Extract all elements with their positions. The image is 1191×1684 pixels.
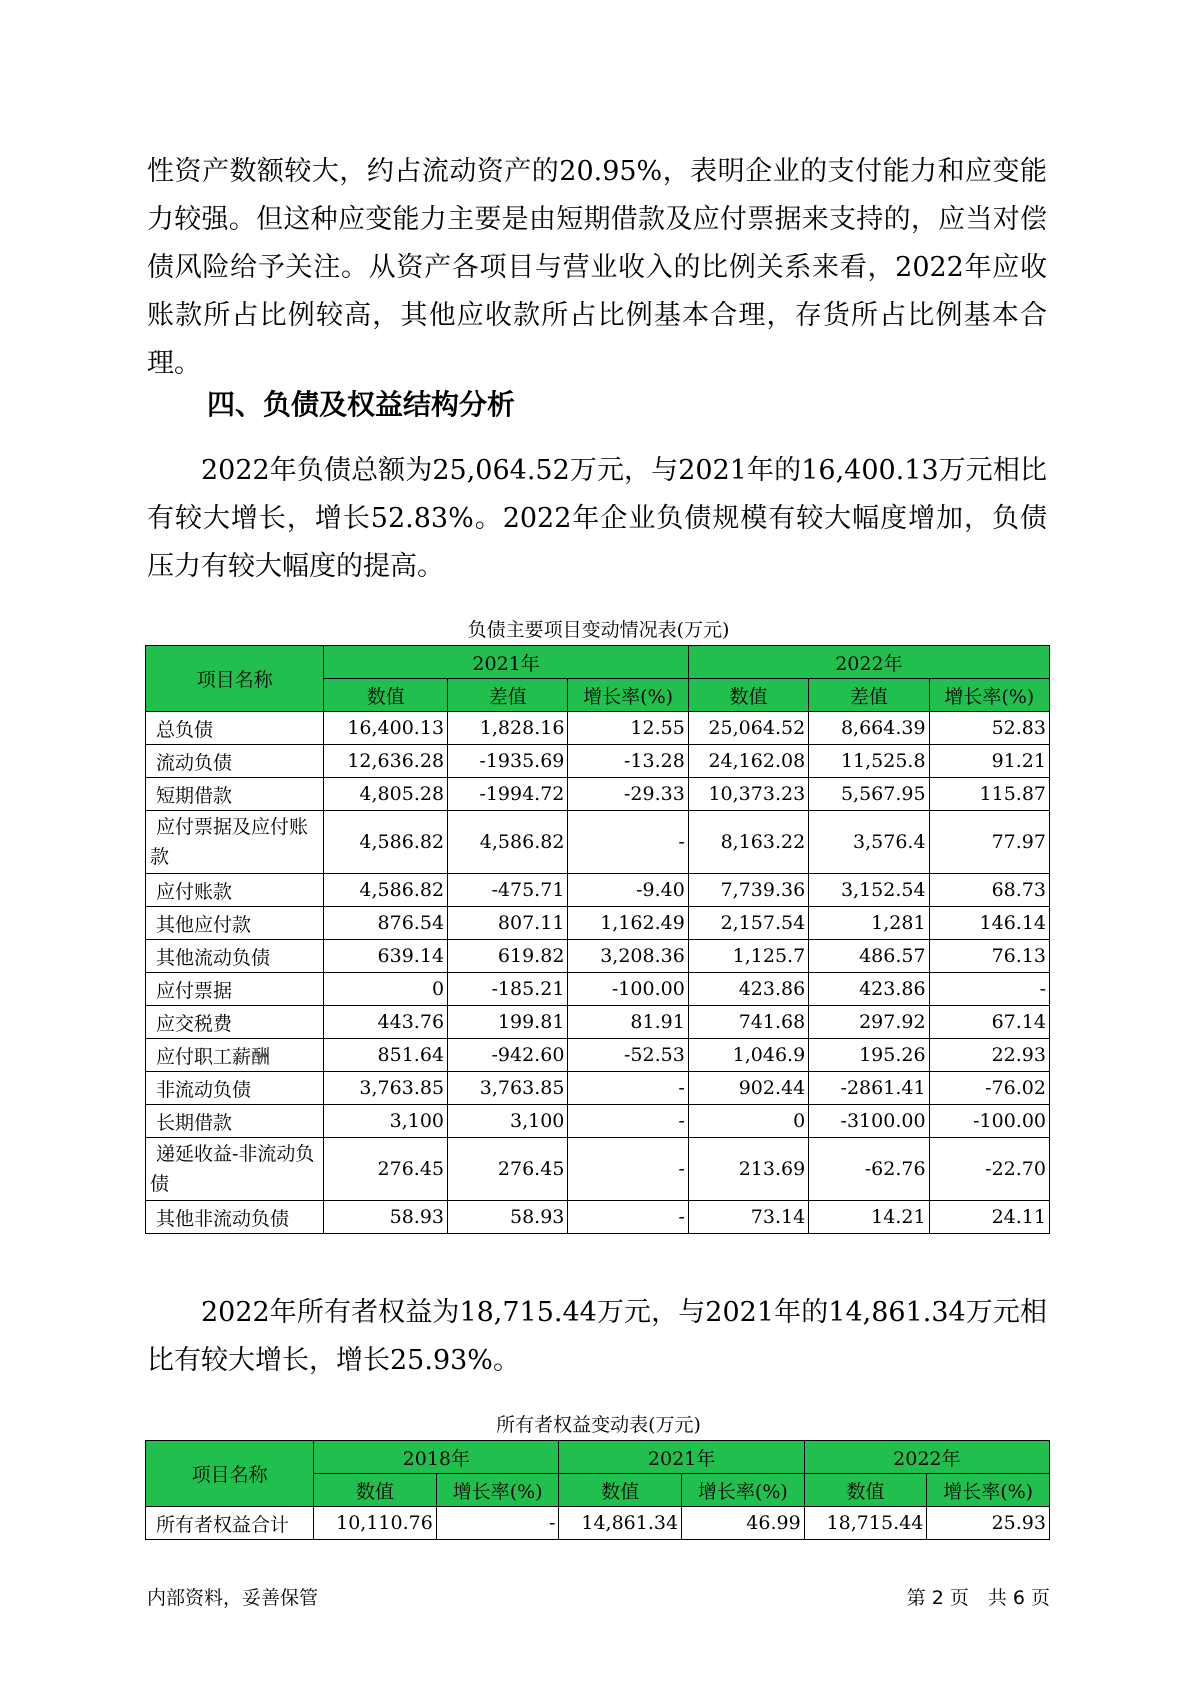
cell-rate-2022: 24.11 (929, 1201, 1049, 1234)
cell-diff-2021: 3,763.85 (448, 1072, 568, 1105)
cell-value-2021: 58.93 (324, 1201, 448, 1234)
year-header-2021: 2021年 (324, 646, 688, 679)
cell-value-2022: 24,162.08 (688, 745, 808, 778)
cell-rate-2022: 25.93 (927, 1507, 1050, 1540)
cell-rate-2022: 52.83 (929, 712, 1049, 745)
cell-rate-2022: 146.14 (929, 907, 1049, 940)
cell-diff-2021: -475.71 (448, 874, 568, 907)
cell-value-2022: 0 (688, 1105, 808, 1138)
rate-header: 增长率(%) (929, 679, 1049, 712)
cell-diff-2022: 5,567.95 (809, 778, 929, 811)
cell-value-2021: 4,805.28 (324, 778, 448, 811)
cell-diff-2022: 195.26 (809, 1039, 929, 1072)
cell-diff-2022: 1,281 (809, 907, 929, 940)
cell-diff-2022: 3,576.4 (809, 811, 929, 874)
cell-diff-2022: 297.92 (809, 1006, 929, 1039)
row-label: 应交税费 (146, 1006, 324, 1039)
year-header-2022: 2022年 (688, 646, 1049, 679)
row-label: 其他非流动负债 (146, 1201, 324, 1234)
cell-diff-2021: 199.81 (448, 1006, 568, 1039)
cell-rate-2022: -22.70 (929, 1138, 1049, 1201)
cell-value-2021: 0 (324, 973, 448, 1006)
table-row (146, 973, 1050, 1006)
cell-diff-2022: 14.21 (809, 1201, 929, 1234)
cell-rate-2022: 76.13 (929, 940, 1049, 973)
cell-rate-2021: 3,208.36 (568, 940, 688, 973)
cell-diff-2022: -2861.41 (809, 1072, 929, 1105)
cell-value-2022: 18,715.44 (804, 1507, 927, 1540)
cell-value-2021: 12,636.28 (324, 745, 448, 778)
cell-rate-2022: 68.73 (929, 874, 1049, 907)
cell-value-2021: 3,100 (324, 1105, 448, 1138)
cell-rate-2021: -100.00 (568, 973, 688, 1006)
cell-diff-2022: 8,664.39 (809, 712, 929, 745)
table-row (146, 940, 1050, 973)
table-row (146, 745, 1050, 778)
cell-rate-2021: 1,162.49 (568, 907, 688, 940)
rate-header: 增长率(%) (682, 1474, 805, 1507)
cell-rate-2022: 115.87 (929, 778, 1049, 811)
row-label: 递延收益-非流动负债 (146, 1138, 324, 1201)
table-row (146, 712, 1050, 745)
row-label: 其他应付款 (146, 907, 324, 940)
cell-rate-2021: -29.33 (568, 778, 688, 811)
cell-diff-2021: 58.93 (448, 1201, 568, 1234)
cell-rate-2022: -76.02 (929, 1072, 1049, 1105)
row-label: 应付票据及应付账款 (146, 811, 324, 874)
paragraph-liabilities-summary: 2022年负债总额为25,064.52万元，与2021年的16,400.13万元相比有较大增长，增长52.83%。2022年企业负债规模有较大幅度增加，负债压力有较大幅度的提高。 (147, 455, 1047, 582)
table-row (146, 1507, 1050, 1540)
row-label: 非流动负债 (146, 1072, 324, 1105)
table-row (146, 1201, 1050, 1234)
cell-rate-2022: 67.14 (929, 1006, 1049, 1039)
cell-value-2022: 7,739.36 (688, 874, 808, 907)
table2-caption: 所有者权益变动表(万元) (496, 1414, 701, 1436)
cell-value-2021: 876.54 (324, 907, 448, 940)
year-header-2021: 2021年 (559, 1441, 804, 1474)
cell-diff-2022: -62.76 (809, 1138, 929, 1201)
table1-caption: 负债主要项目变动情况表(万元) (467, 619, 730, 641)
rate-header: 增长率(%) (436, 1474, 559, 1507)
table-row (146, 874, 1050, 907)
cell-diff-2021: -942.60 (448, 1039, 568, 1072)
cell-rate-2021: -52.53 (568, 1039, 688, 1072)
cell-diff-2021: -185.21 (448, 973, 568, 1006)
cell-value-2018: 10,110.76 (314, 1507, 437, 1540)
cell-value-2022: 25,064.52 (688, 712, 808, 745)
table-row (146, 778, 1050, 811)
cell-diff-2021: -1994.72 (448, 778, 568, 811)
row-label: 应付票据 (146, 973, 324, 1006)
table-row (146, 1006, 1050, 1039)
item-name-header: 项目名称 (146, 646, 324, 712)
year-header-2022: 2022年 (804, 1441, 1049, 1474)
cell-diff-2022: 11,525.8 (809, 745, 929, 778)
cell-value-2022: 10,373.23 (688, 778, 808, 811)
diff-header: 差值 (448, 679, 568, 712)
cell-value-2021: 851.64 (324, 1039, 448, 1072)
cell-value-2022: 213.69 (688, 1138, 808, 1201)
cell-value-2022: 8,163.22 (688, 811, 808, 874)
cell-rate-2021: - (568, 1138, 688, 1201)
cell-rate-2022: 91.21 (929, 745, 1049, 778)
row-label: 应付账款 (146, 874, 324, 907)
cell-rate-2021: - (568, 811, 688, 874)
table-row (146, 1039, 1050, 1072)
footer-confidential-note: 内部资料，妥善保管 (147, 1587, 319, 1609)
row-label: 短期借款 (146, 778, 324, 811)
value-header: 数值 (559, 1474, 682, 1507)
cell-diff-2022: 3,152.54 (809, 874, 929, 907)
rate-header: 增长率(%) (568, 679, 688, 712)
cell-diff-2022: -3100.00 (809, 1105, 929, 1138)
diff-header: 差值 (809, 679, 929, 712)
row-label: 其他流动负债 (146, 940, 324, 973)
cell-rate-2021: - (568, 1072, 688, 1105)
year-header-2018: 2018年 (314, 1441, 559, 1474)
cell-value-2021: 4,586.82 (324, 874, 448, 907)
cell-diff-2021: 276.45 (448, 1138, 568, 1201)
rate-header: 增长率(%) (927, 1474, 1050, 1507)
liabilities-change-table (145, 645, 1050, 1234)
cell-rate-2018: - (436, 1507, 559, 1540)
item-name-header: 项目名称 (146, 1441, 314, 1507)
cell-value-2022: 423.86 (688, 973, 808, 1006)
table-row (146, 811, 1050, 874)
cell-rate-2021: 12.55 (568, 712, 688, 745)
value-header: 数值 (324, 679, 448, 712)
cell-rate-2021: -13.28 (568, 745, 688, 778)
cell-diff-2021: 3,100 (448, 1105, 568, 1138)
row-label: 应付职工薪酬 (146, 1039, 324, 1072)
cell-diff-2021: 807.11 (448, 907, 568, 940)
value-header: 数值 (314, 1474, 437, 1507)
cell-diff-2021: 619.82 (448, 940, 568, 973)
cell-value-2021: 276.45 (324, 1138, 448, 1201)
cell-rate-2022: 77.97 (929, 811, 1049, 874)
cell-rate-2022: 22.93 (929, 1039, 1049, 1072)
section-heading: 四、负债及权益结构分析 (207, 388, 516, 421)
row-label: 总负债 (146, 712, 324, 745)
equity-change-table (145, 1440, 1050, 1540)
cell-rate-2021: 46.99 (682, 1507, 805, 1540)
value-header: 数值 (688, 679, 808, 712)
cell-value-2021: 639.14 (324, 940, 448, 973)
cell-value-2022: 741.68 (688, 1006, 808, 1039)
cell-diff-2022: 486.57 (809, 940, 929, 973)
cell-diff-2021: 4,586.82 (448, 811, 568, 874)
cell-rate-2021: - (568, 1105, 688, 1138)
row-label: 流动负债 (146, 745, 324, 778)
row-label: 长期借款 (146, 1105, 324, 1138)
cell-value-2021: 4,586.82 (324, 811, 448, 874)
cell-rate-2021: -9.40 (568, 874, 688, 907)
footer-page-number: 第 2 页 共 6 页 (906, 1587, 1050, 1609)
cell-value-2022: 1,125.7 (688, 940, 808, 973)
value-header: 数值 (804, 1474, 927, 1507)
cell-diff-2021: 1,828.16 (448, 712, 568, 745)
cell-rate-2021: - (568, 1201, 688, 1234)
table-row (146, 1105, 1050, 1138)
row-label: 所有者权益合计 (146, 1507, 314, 1540)
cell-diff-2022: 423.86 (809, 973, 929, 1006)
cell-value-2021: 443.76 (324, 1006, 448, 1039)
cell-value-2022: 73.14 (688, 1201, 808, 1234)
cell-value-2021: 16,400.13 (324, 712, 448, 745)
table-row (146, 907, 1050, 940)
cell-diff-2021: -1935.69 (448, 745, 568, 778)
paragraph-equity-summary: 2022年所有者权益为18,715.44万元，与2021年的14,861.34万元相比有较大增长，增长25.93%。 (147, 1297, 1047, 1376)
cell-value-2022: 1,046.9 (688, 1039, 808, 1072)
table-row (146, 1072, 1050, 1105)
cell-value-2021: 3,763.85 (324, 1072, 448, 1105)
cell-rate-2022: -100.00 (929, 1105, 1049, 1138)
cell-value-2022: 2,157.54 (688, 907, 808, 940)
cell-value-2021: 14,861.34 (559, 1507, 682, 1540)
cell-rate-2021: 81.91 (568, 1006, 688, 1039)
table-row (146, 1138, 1050, 1201)
paragraph-current-assets-analysis: 性资产数额较大，约占流动资产的20.95%，表明企业的支付能力和应变能力较强。但这种应变能力主要是由短期借款及应付票据来支持的，应当对偿债风险给予关注。从资产各项目与营业收入的比例关系来看，2022年应收账款所占比例较高，其他应收款所占比例基本合理，存货所占比例基本合理。 (147, 156, 1047, 379)
cell-value-2022: 902.44 (688, 1072, 808, 1105)
cell-rate-2022: - (929, 973, 1049, 1006)
